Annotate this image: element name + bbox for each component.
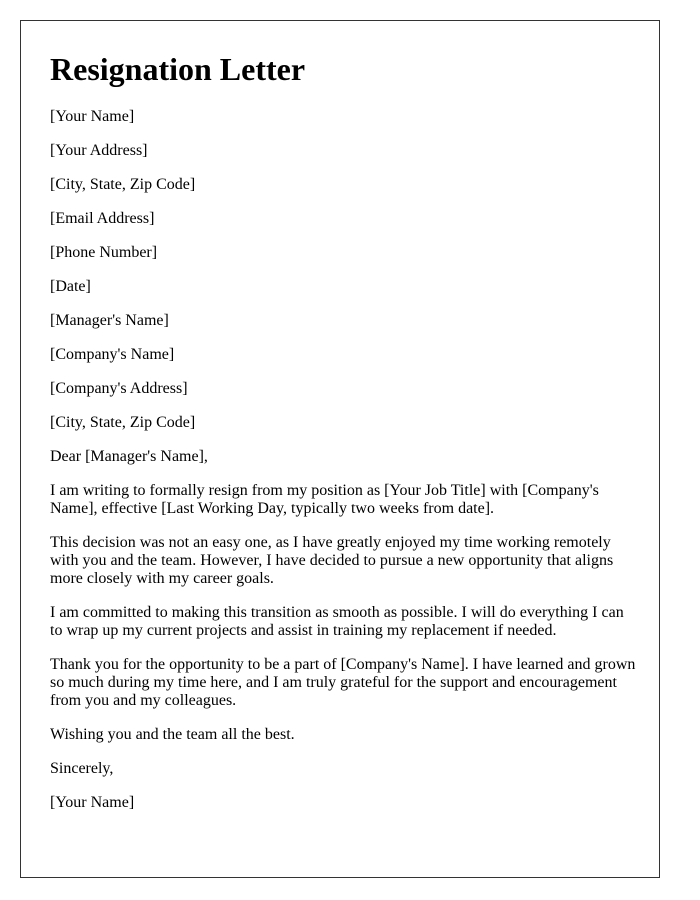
body-paragraph: Thank you for the opportunity to be a part of [Company's Name]. I have learned and grown so much during my time here, and I am truly grateful for the support and encouragement from you and my colleagues. xyxy=(50,656,636,709)
recipient-company-address: [Company's Address] xyxy=(50,380,188,397)
body-paragraph: Wishing you and the team all the best. xyxy=(50,726,295,743)
sender-name: [Your Name] xyxy=(50,108,135,125)
letter-body xyxy=(50,482,640,812)
recipient-manager-name: [Manager's Name] xyxy=(50,312,169,329)
letter-header xyxy=(50,108,640,466)
sender-email: [Email Address] xyxy=(50,210,155,227)
body-paragraph: This decision was not an easy one, as I have greatly enjoyed my time working remotely with you and the team. However, I have decided to pursue a new opportunity that aligns more closely with my career goals. xyxy=(50,534,614,587)
recipient-company-name: [Company's Name] xyxy=(50,346,175,363)
signature-name: [Your Name] xyxy=(50,794,135,811)
sender-phone: [Phone Number] xyxy=(50,244,158,261)
body-paragraph: I am committed to making this transition as smooth as possible. I will do everything I can to wrap up my current projects and assist in training my replacement if needed. xyxy=(50,604,624,639)
recipient-city-state-zip: [City, State, Zip Code] xyxy=(50,414,196,431)
letter-title: Resignation Letter xyxy=(50,51,306,87)
sender-city-state-zip: [City, State, Zip Code] xyxy=(50,176,196,193)
letter-page xyxy=(20,20,660,878)
salutation: Dear [Manager's Name], xyxy=(50,448,208,465)
body-paragraph: I am writing to formally resign from my position as [Your Job Title] with [Company's Name], effective [Last Working Day, typically two weeks from date]. xyxy=(50,482,599,517)
letter-content xyxy=(50,49,640,828)
closing: Sincerely, xyxy=(50,760,114,777)
sender-address: [Your Address] xyxy=(50,142,148,159)
letter-date: [Date] xyxy=(50,278,91,295)
